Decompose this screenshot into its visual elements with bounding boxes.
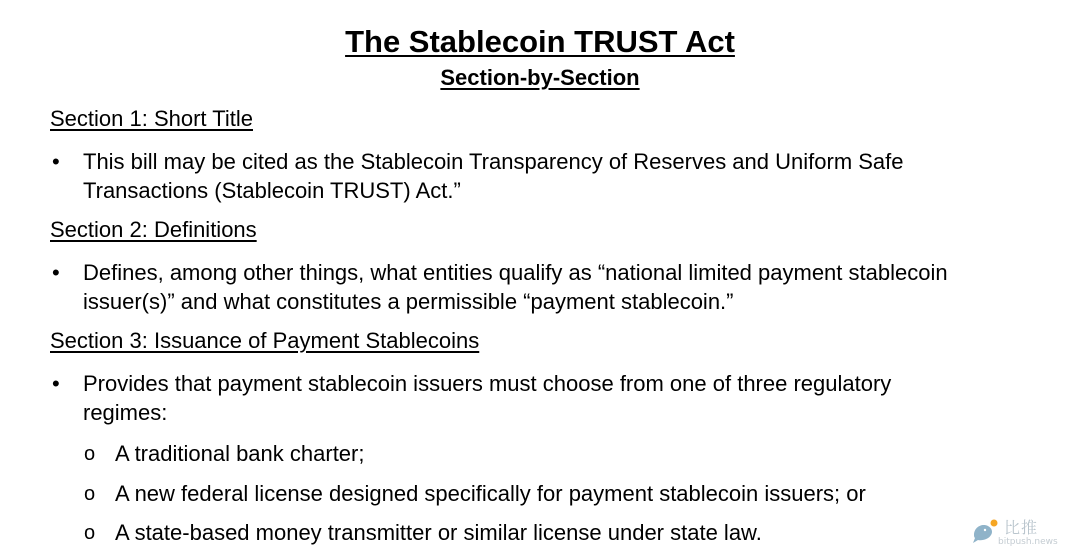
- sub-bullet-text: A state-based money transmitter or similar license under state law.: [115, 520, 762, 545]
- section-3-heading: Section 3: Issuance of Payment Stablecoins: [50, 328, 480, 353]
- section-1-heading: Section 1: Short Title: [50, 106, 253, 131]
- section-3-bullet: [50, 369, 1040, 427]
- bullet-text-line-1: Defines, among other things, what entities qualify as “national limited payment stablecoin: [83, 260, 948, 285]
- bird-icon: [970, 517, 1000, 550]
- watermark-text: 比推: [1004, 518, 1039, 537]
- bullet-text-line-2: regimes:: [83, 400, 168, 425]
- watermark: [968, 515, 1068, 551]
- sub-bullet-mark: o: [84, 522, 96, 544]
- document-title: The Stablecoin TRUST Act: [345, 24, 735, 59]
- section-2-heading: Section 2: Definitions: [50, 217, 257, 242]
- sub-bullet-item: [84, 518, 1034, 547]
- sub-bullet-text: A new federal license designed specifically for payment stablecoin issuers; or: [115, 481, 866, 506]
- watermark-url: bitpush.news: [998, 537, 1058, 547]
- bullet-mark: •: [52, 371, 60, 396]
- sub-bullet-mark: o: [84, 483, 96, 505]
- document-subtitle: Section-by-Section: [440, 65, 640, 90]
- sub-bullet-text: A traditional bank charter;: [115, 441, 365, 466]
- sub-bullet-item: [84, 479, 1034, 508]
- bullet-text-line-2: issuer(s)” and what constitutes a permissible “payment stablecoin.”: [83, 289, 734, 314]
- sub-bullet-item: [84, 439, 1034, 468]
- bullet-text-line-1: This bill may be cited as the Stablecoin Transparency of Reserves and Uniform Safe: [83, 149, 904, 174]
- bullet-mark: •: [52, 149, 60, 174]
- bullet-text-line-1: Provides that payment stablecoin issuers must choose from one of three regulatory: [83, 371, 892, 396]
- sub-bullet-mark: o: [84, 443, 96, 465]
- section-2-bullet: [50, 258, 1040, 316]
- bullet-text-line-2: Transactions (Stablecoin TRUST) Act.”: [83, 178, 461, 203]
- section-1-bullet: [50, 147, 1040, 205]
- bullet-mark: •: [52, 260, 60, 285]
